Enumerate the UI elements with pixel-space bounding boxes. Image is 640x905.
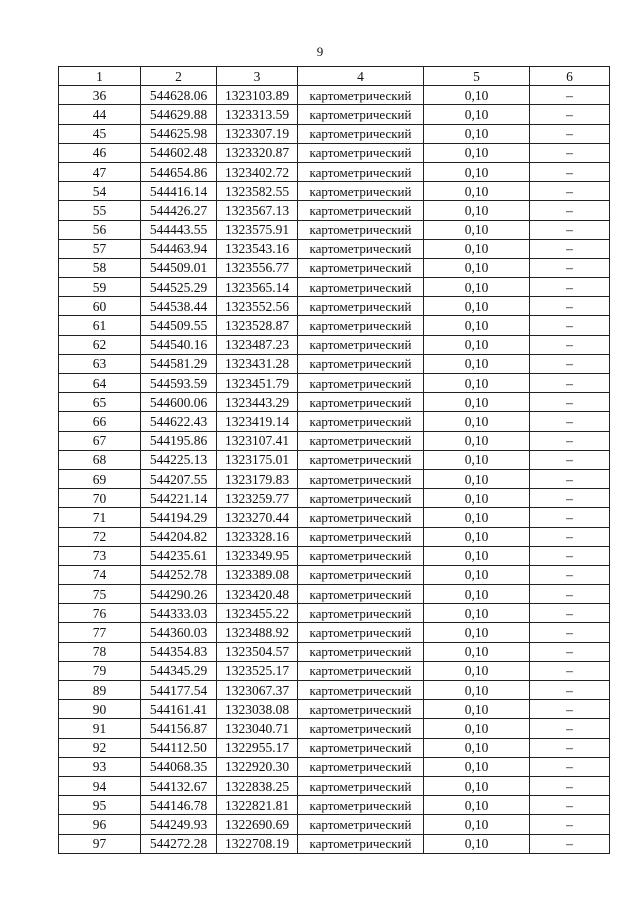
y-coordinate-cell: 1323455.22 [217, 604, 298, 623]
accuracy-cell: 0,10 [424, 220, 530, 239]
accuracy-cell: 0,10 [424, 489, 530, 508]
point-number-cell: 67 [59, 431, 141, 450]
note-cell: – [530, 642, 610, 661]
point-number-cell: 54 [59, 182, 141, 201]
note-cell: – [530, 239, 610, 258]
table-row [59, 354, 610, 373]
y-coordinate-cell: 1322708.19 [217, 834, 298, 853]
note-cell: – [530, 546, 610, 565]
point-number-cell: 63 [59, 354, 141, 373]
method-cell: картометрический [298, 412, 424, 431]
point-number-cell: 77 [59, 623, 141, 642]
point-number-cell: 64 [59, 374, 141, 393]
point-number-cell: 94 [59, 776, 141, 795]
accuracy-cell: 0,10 [424, 431, 530, 450]
point-number-cell: 92 [59, 738, 141, 757]
accuracy-cell: 0,10 [424, 162, 530, 181]
point-number-cell: 90 [59, 700, 141, 719]
x-coordinate-cell: 544600.06 [141, 393, 217, 412]
x-coordinate-cell: 544525.29 [141, 278, 217, 297]
note-cell: – [530, 681, 610, 700]
x-coordinate-cell: 544112.50 [141, 738, 217, 757]
table-row [59, 661, 610, 680]
accuracy-cell: 0,10 [424, 278, 530, 297]
y-coordinate-cell: 1323487.23 [217, 335, 298, 354]
note-cell: – [530, 374, 610, 393]
method-cell: картометрический [298, 258, 424, 277]
x-coordinate-cell: 544360.03 [141, 623, 217, 642]
point-number-cell: 74 [59, 565, 141, 584]
table-row [59, 681, 610, 700]
y-coordinate-cell: 1323575.91 [217, 220, 298, 239]
y-coordinate-cell: 1323565.14 [217, 278, 298, 297]
y-coordinate-cell: 1323525.17 [217, 661, 298, 680]
method-cell: картометрический [298, 393, 424, 412]
x-coordinate-cell: 544354.83 [141, 642, 217, 661]
page-number: 9 [316, 44, 324, 59]
table-row [59, 220, 610, 239]
point-number-cell: 78 [59, 642, 141, 661]
table-row [59, 86, 610, 105]
x-coordinate-cell: 544345.29 [141, 661, 217, 680]
x-coordinate-cell: 544628.06 [141, 86, 217, 105]
method-cell: картометрический [298, 86, 424, 105]
x-coordinate-cell: 544146.78 [141, 796, 217, 815]
note-cell: – [530, 220, 610, 239]
y-coordinate-cell: 1323402.72 [217, 162, 298, 181]
method-cell: картометрический [298, 604, 424, 623]
table-row [59, 815, 610, 834]
table-row [59, 642, 610, 661]
accuracy-cell: 0,10 [424, 527, 530, 546]
accuracy-cell: 0,10 [424, 719, 530, 738]
x-coordinate-cell: 544416.14 [141, 182, 217, 201]
accuracy-cell: 0,10 [424, 258, 530, 277]
table-row [59, 143, 610, 162]
table-row [59, 796, 610, 815]
y-coordinate-cell: 1323543.16 [217, 239, 298, 258]
y-coordinate-cell: 1323567.13 [217, 201, 298, 220]
accuracy-cell: 0,10 [424, 335, 530, 354]
table-row [59, 182, 610, 201]
x-coordinate-cell: 544249.93 [141, 815, 217, 834]
table-body [59, 86, 610, 854]
table-row [59, 508, 610, 527]
note-cell: – [530, 182, 610, 201]
point-number-cell: 56 [59, 220, 141, 239]
table-row [59, 393, 610, 412]
method-cell: картометрический [298, 489, 424, 508]
point-number-cell: 76 [59, 604, 141, 623]
method-cell: картометрический [298, 220, 424, 239]
point-number-cell: 91 [59, 719, 141, 738]
y-coordinate-cell: 1323320.87 [217, 143, 298, 162]
method-cell: картометрический [298, 278, 424, 297]
table-row [59, 258, 610, 277]
x-coordinate-cell: 544225.13 [141, 450, 217, 469]
method-cell: картометрический [298, 738, 424, 757]
point-number-cell: 57 [59, 239, 141, 258]
note-cell: – [530, 124, 610, 143]
x-coordinate-cell: 544426.27 [141, 201, 217, 220]
note-cell: – [530, 623, 610, 642]
method-cell: картометрический [298, 623, 424, 642]
note-cell: – [530, 661, 610, 680]
method-cell: картометрический [298, 239, 424, 258]
method-cell: картометрический [298, 105, 424, 124]
accuracy-cell: 0,10 [424, 143, 530, 162]
y-coordinate-cell: 1323103.89 [217, 86, 298, 105]
note-cell: – [530, 565, 610, 584]
note-cell: – [530, 489, 610, 508]
column-header-1: 1 [59, 67, 141, 86]
x-coordinate-cell: 544538.44 [141, 297, 217, 316]
table-row [59, 239, 610, 258]
table-row [59, 757, 610, 776]
accuracy-cell: 0,10 [424, 642, 530, 661]
table-row [59, 297, 610, 316]
note-cell: – [530, 527, 610, 546]
method-cell: картометрический [298, 700, 424, 719]
accuracy-cell: 0,10 [424, 546, 530, 565]
table-row [59, 565, 610, 584]
accuracy-cell: 0,10 [424, 585, 530, 604]
table-row [59, 162, 610, 181]
x-coordinate-cell: 544463.94 [141, 239, 217, 258]
accuracy-cell: 0,10 [424, 508, 530, 527]
point-number-cell: 75 [59, 585, 141, 604]
note-cell: – [530, 258, 610, 277]
x-coordinate-cell: 544622.43 [141, 412, 217, 431]
accuracy-cell: 0,10 [424, 681, 530, 700]
accuracy-cell: 0,10 [424, 700, 530, 719]
method-cell: картометрический [298, 585, 424, 604]
point-number-cell: 61 [59, 316, 141, 335]
note-cell: – [530, 450, 610, 469]
method-cell: картометрический [298, 719, 424, 738]
accuracy-cell: 0,10 [424, 450, 530, 469]
x-coordinate-cell: 544509.55 [141, 316, 217, 335]
y-coordinate-cell: 1323431.28 [217, 354, 298, 373]
accuracy-cell: 0,10 [424, 834, 530, 853]
x-coordinate-cell: 544290.26 [141, 585, 217, 604]
accuracy-cell: 0,10 [424, 815, 530, 834]
point-number-cell: 60 [59, 297, 141, 316]
table-row [59, 623, 610, 642]
x-coordinate-cell: 544654.86 [141, 162, 217, 181]
x-coordinate-cell: 544207.55 [141, 469, 217, 488]
accuracy-cell: 0,10 [424, 604, 530, 623]
method-cell: картометрический [298, 316, 424, 335]
x-coordinate-cell: 544221.14 [141, 489, 217, 508]
y-coordinate-cell: 1323552.56 [217, 297, 298, 316]
point-number-cell: 93 [59, 757, 141, 776]
y-coordinate-cell: 1323582.55 [217, 182, 298, 201]
accuracy-cell: 0,10 [424, 661, 530, 680]
table-row [59, 431, 610, 450]
y-coordinate-cell: 1322920.30 [217, 757, 298, 776]
y-coordinate-cell: 1323040.71 [217, 719, 298, 738]
accuracy-cell: 0,10 [424, 469, 530, 488]
method-cell: картометрический [298, 201, 424, 220]
y-coordinate-cell: 1323328.16 [217, 527, 298, 546]
note-cell: – [530, 393, 610, 412]
point-number-cell: 47 [59, 162, 141, 181]
y-coordinate-cell: 1322955.17 [217, 738, 298, 757]
accuracy-cell: 0,10 [424, 297, 530, 316]
table-row [59, 489, 610, 508]
table-row [59, 450, 610, 469]
x-coordinate-cell: 544132.67 [141, 776, 217, 795]
note-cell: – [530, 757, 610, 776]
accuracy-cell: 0,10 [424, 105, 530, 124]
x-coordinate-cell: 544252.78 [141, 565, 217, 584]
y-coordinate-cell: 1322690.69 [217, 815, 298, 834]
method-cell: картометрический [298, 815, 424, 834]
accuracy-cell: 0,10 [424, 182, 530, 201]
accuracy-cell: 0,10 [424, 239, 530, 258]
accuracy-cell: 0,10 [424, 316, 530, 335]
point-number-cell: 70 [59, 489, 141, 508]
table-row [59, 105, 610, 124]
note-cell: – [530, 316, 610, 335]
table-row [59, 335, 610, 354]
note-cell: – [530, 815, 610, 834]
note-cell: – [530, 354, 610, 373]
point-number-cell: 72 [59, 527, 141, 546]
x-coordinate-cell: 544625.98 [141, 124, 217, 143]
column-header-4: 4 [298, 67, 424, 86]
method-cell: картометрический [298, 162, 424, 181]
x-coordinate-cell: 544333.03 [141, 604, 217, 623]
accuracy-cell: 0,10 [424, 738, 530, 757]
note-cell: – [530, 297, 610, 316]
x-coordinate-cell: 544443.55 [141, 220, 217, 239]
table-row [59, 124, 610, 143]
note-cell: – [530, 143, 610, 162]
x-coordinate-cell: 544195.86 [141, 431, 217, 450]
method-cell: картометрический [298, 469, 424, 488]
method-cell: картометрический [298, 297, 424, 316]
accuracy-cell: 0,10 [424, 374, 530, 393]
y-coordinate-cell: 1323307.19 [217, 124, 298, 143]
x-coordinate-cell: 544540.16 [141, 335, 217, 354]
accuracy-cell: 0,10 [424, 393, 530, 412]
point-number-cell: 96 [59, 815, 141, 834]
point-number-cell: 73 [59, 546, 141, 565]
table-row [59, 719, 610, 738]
method-cell: картометрический [298, 546, 424, 565]
method-cell: картометрический [298, 527, 424, 546]
point-number-cell: 69 [59, 469, 141, 488]
note-cell: – [530, 431, 610, 450]
x-coordinate-cell: 544194.29 [141, 508, 217, 527]
y-coordinate-cell: 1323389.08 [217, 565, 298, 584]
y-coordinate-cell: 1323504.57 [217, 642, 298, 661]
note-cell: – [530, 834, 610, 853]
accuracy-cell: 0,10 [424, 623, 530, 642]
table-row [59, 700, 610, 719]
method-cell: картометрический [298, 661, 424, 680]
note-cell: – [530, 508, 610, 527]
method-cell: картометрический [298, 834, 424, 853]
point-number-cell: 66 [59, 412, 141, 431]
point-number-cell: 36 [59, 86, 141, 105]
table-row [59, 201, 610, 220]
accuracy-cell: 0,10 [424, 412, 530, 431]
accuracy-cell: 0,10 [424, 776, 530, 795]
x-coordinate-cell: 544581.29 [141, 354, 217, 373]
method-cell: картометрический [298, 796, 424, 815]
table-row [59, 546, 610, 565]
table-row [59, 776, 610, 795]
point-number-cell: 79 [59, 661, 141, 680]
point-number-cell: 68 [59, 450, 141, 469]
table-header-row [59, 67, 610, 86]
point-number-cell: 59 [59, 278, 141, 297]
column-header-5: 5 [424, 67, 530, 86]
y-coordinate-cell: 1323179.83 [217, 469, 298, 488]
x-coordinate-cell: 544235.61 [141, 546, 217, 565]
point-number-cell: 65 [59, 393, 141, 412]
accuracy-cell: 0,10 [424, 201, 530, 220]
accuracy-cell: 0,10 [424, 757, 530, 776]
y-coordinate-cell: 1323175.01 [217, 450, 298, 469]
point-number-cell: 44 [59, 105, 141, 124]
y-coordinate-cell: 1323349.95 [217, 546, 298, 565]
x-coordinate-cell: 544629.88 [141, 105, 217, 124]
note-cell: – [530, 776, 610, 795]
point-number-cell: 89 [59, 681, 141, 700]
y-coordinate-cell: 1323556.77 [217, 258, 298, 277]
table-row [59, 585, 610, 604]
method-cell: картометрический [298, 374, 424, 393]
y-coordinate-cell: 1322821.81 [217, 796, 298, 815]
method-cell: картометрический [298, 565, 424, 584]
accuracy-cell: 0,10 [424, 354, 530, 373]
y-coordinate-cell: 1323067.37 [217, 681, 298, 700]
x-coordinate-cell: 544156.87 [141, 719, 217, 738]
y-coordinate-cell: 1323038.08 [217, 700, 298, 719]
point-number-cell: 58 [59, 258, 141, 277]
column-header-3: 3 [217, 67, 298, 86]
column-header-6: 6 [530, 67, 610, 86]
coordinates-table [58, 66, 610, 854]
x-coordinate-cell: 544204.82 [141, 527, 217, 546]
table-row [59, 469, 610, 488]
table-row [59, 374, 610, 393]
y-coordinate-cell: 1322838.25 [217, 776, 298, 795]
method-cell: картометрический [298, 508, 424, 527]
y-coordinate-cell: 1323443.29 [217, 393, 298, 412]
y-coordinate-cell: 1323107.41 [217, 431, 298, 450]
point-number-cell: 71 [59, 508, 141, 527]
note-cell: – [530, 585, 610, 604]
method-cell: картометрический [298, 450, 424, 469]
note-cell: – [530, 796, 610, 815]
x-coordinate-cell: 544272.28 [141, 834, 217, 853]
accuracy-cell: 0,10 [424, 796, 530, 815]
x-coordinate-cell: 544602.48 [141, 143, 217, 162]
note-cell: – [530, 604, 610, 623]
y-coordinate-cell: 1323420.48 [217, 585, 298, 604]
point-number-cell: 55 [59, 201, 141, 220]
table-row [59, 316, 610, 335]
table-row [59, 738, 610, 757]
point-number-cell: 62 [59, 335, 141, 354]
note-cell: – [530, 162, 610, 181]
method-cell: картометрический [298, 642, 424, 661]
x-coordinate-cell: 544068.35 [141, 757, 217, 776]
x-coordinate-cell: 544161.41 [141, 700, 217, 719]
note-cell: – [530, 719, 610, 738]
y-coordinate-cell: 1323488.92 [217, 623, 298, 642]
y-coordinate-cell: 1323528.87 [217, 316, 298, 335]
point-number-cell: 95 [59, 796, 141, 815]
method-cell: картометрический [298, 776, 424, 795]
x-coordinate-cell: 544593.59 [141, 374, 217, 393]
y-coordinate-cell: 1323270.44 [217, 508, 298, 527]
method-cell: картометрический [298, 182, 424, 201]
x-coordinate-cell: 544177.54 [141, 681, 217, 700]
method-cell: картометрический [298, 124, 424, 143]
note-cell: – [530, 335, 610, 354]
note-cell: – [530, 469, 610, 488]
note-cell: – [530, 738, 610, 757]
point-number-cell: 45 [59, 124, 141, 143]
note-cell: – [530, 105, 610, 124]
point-number-cell: 97 [59, 834, 141, 853]
x-coordinate-cell: 544509.01 [141, 258, 217, 277]
note-cell: – [530, 412, 610, 431]
method-cell: картометрический [298, 681, 424, 700]
y-coordinate-cell: 1323259.77 [217, 489, 298, 508]
note-cell: – [530, 201, 610, 220]
note-cell: – [530, 278, 610, 297]
note-cell: – [530, 700, 610, 719]
accuracy-cell: 0,10 [424, 86, 530, 105]
y-coordinate-cell: 1323419.14 [217, 412, 298, 431]
y-coordinate-cell: 1323313.59 [217, 105, 298, 124]
table-row [59, 604, 610, 623]
point-number-cell: 46 [59, 143, 141, 162]
table-row [59, 834, 610, 853]
table-row [59, 412, 610, 431]
method-cell: картометрический [298, 431, 424, 450]
method-cell: картометрический [298, 354, 424, 373]
y-coordinate-cell: 1323451.79 [217, 374, 298, 393]
accuracy-cell: 0,10 [424, 565, 530, 584]
method-cell: картометрический [298, 143, 424, 162]
table-row [59, 527, 610, 546]
column-header-2: 2 [141, 67, 217, 86]
method-cell: картометрический [298, 757, 424, 776]
note-cell: – [530, 86, 610, 105]
method-cell: картометрический [298, 335, 424, 354]
accuracy-cell: 0,10 [424, 124, 530, 143]
table-row [59, 278, 610, 297]
